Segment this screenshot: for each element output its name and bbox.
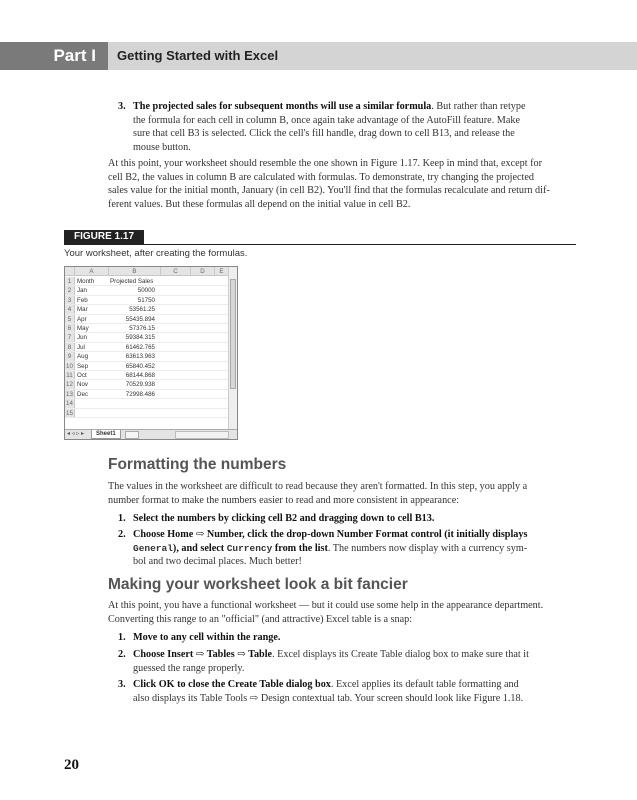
column-header-d[interactable]: D xyxy=(191,267,215,276)
cell-a[interactable]: Jan xyxy=(77,287,87,295)
cell-a[interactable]: Feb xyxy=(77,296,88,304)
row-header[interactable]: 2 xyxy=(65,286,75,294)
sheet-tab-bar xyxy=(65,429,237,439)
part-label: Part I xyxy=(0,42,108,70)
cell-a[interactable]: Aug xyxy=(77,353,89,361)
step-number: 2. xyxy=(118,529,126,540)
cell-a[interactable]: Month xyxy=(77,278,95,285)
table-step-1 xyxy=(118,631,573,645)
sheet-row xyxy=(65,296,229,305)
vertical-scrollbar[interactable] xyxy=(228,267,237,431)
cell-a[interactable]: Jun xyxy=(77,334,87,342)
step-line: mouse button. xyxy=(133,141,191,153)
step-line xyxy=(133,528,573,542)
cell-a[interactable]: May xyxy=(77,325,89,332)
cell-b[interactable]: 63613.963 xyxy=(125,353,155,361)
table-step-3 xyxy=(118,678,573,705)
figure-label: FIGURE 1.17 xyxy=(64,230,144,244)
row-header[interactable]: 13 xyxy=(65,390,75,398)
row-header[interactable]: 6 xyxy=(65,324,75,332)
scroll-thumb[interactable] xyxy=(230,279,236,389)
step-line: guessed the range properly. xyxy=(133,662,245,674)
step-text: . The numbers now display with a currency sym- xyxy=(327,542,528,554)
sheet-row xyxy=(65,324,229,333)
step-line xyxy=(133,100,573,114)
sheet-row xyxy=(65,305,229,314)
figure-label-bar xyxy=(64,230,576,245)
cell-b[interactable]: 57376.15 xyxy=(129,325,155,332)
row-header[interactable]: 10 xyxy=(65,362,75,370)
code-currency: Currency xyxy=(226,542,273,554)
cell-b[interactable]: 51750 xyxy=(137,296,155,304)
cell-b[interactable]: 55435.894 xyxy=(125,315,155,323)
cell-a[interactable]: Mar xyxy=(77,306,88,314)
row-header[interactable]: 4 xyxy=(65,305,75,313)
step-text: . Excel applies its default table formatting and xyxy=(330,679,519,690)
section-paragraph xyxy=(108,599,574,626)
cell-a[interactable]: Nov xyxy=(77,381,89,389)
cell-a[interactable]: Apr xyxy=(77,315,87,323)
horizontal-scrollbar[interactable] xyxy=(175,431,229,439)
cell-a[interactable]: Dec xyxy=(77,390,89,398)
sheet-row xyxy=(65,399,229,408)
format-step-2 xyxy=(118,528,573,569)
sheet-row xyxy=(65,362,229,371)
format-step-1 xyxy=(118,512,573,526)
sheet-row xyxy=(65,343,229,352)
sheet-tab[interactable]: Sheet1 xyxy=(91,430,121,439)
code-general: General xyxy=(133,542,173,554)
step-line: sure that cell B3 is selected. Click the cell's fill handle, drag down to cell B13, and release the xyxy=(133,128,515,140)
row-header[interactable]: 7 xyxy=(65,333,75,341)
row-header[interactable]: 1 xyxy=(65,277,75,285)
row-header[interactable]: 8 xyxy=(65,343,75,351)
row-header[interactable]: 3 xyxy=(65,296,75,304)
step-number: 3. xyxy=(118,679,126,690)
sheet-row xyxy=(65,277,229,286)
step-line: the formula for each cell in column B, once again take advantage of the AutoFill feature. Make xyxy=(133,114,520,126)
step-line xyxy=(133,648,573,662)
step-line xyxy=(133,678,573,692)
step-text: . Excel displays its Create Table dialog box to make sure that it xyxy=(272,649,529,660)
sheet-row xyxy=(65,333,229,342)
sheet-row xyxy=(65,409,229,418)
step-number: 1. xyxy=(118,632,126,643)
step-lead: Select the numbers by clicking cell B2 and dragging down to cell B13. xyxy=(133,513,435,524)
sheet-nav-arrows-icon[interactable]: ◂ ◃ ▹ ▸ xyxy=(67,431,85,437)
row-header[interactable]: 14 xyxy=(65,399,75,407)
step-lead: The projected sales for subsequent months will use a similar formula xyxy=(133,101,432,112)
row-header[interactable]: 11 xyxy=(65,371,75,379)
cell-a[interactable]: Oct xyxy=(77,372,87,379)
section-heading: Formatting the numbers xyxy=(108,456,287,473)
step-number: 3. xyxy=(118,101,126,112)
cell-b[interactable]: 50000 xyxy=(137,287,155,295)
paragraph-line: sales value for the initial month, January (in cell B2). You'll find that the formulas recalculate and return dif- xyxy=(108,185,550,197)
worksheet-screenshot xyxy=(64,266,238,440)
figure-caption: Your worksheet, after creating the formulas. xyxy=(64,248,248,259)
cell-b[interactable]: 53561.25 xyxy=(129,306,155,314)
running-header-title: Getting Started with Excel xyxy=(117,48,279,63)
step-line xyxy=(133,542,573,556)
cell-a[interactable]: Jul xyxy=(77,343,85,351)
cell-b[interactable]: 68144.868 xyxy=(125,372,155,379)
step-lead: Choose Insert ⇨ Tables ⇨ Table xyxy=(133,649,273,660)
row-header[interactable]: 9 xyxy=(65,352,75,360)
sheet-row xyxy=(65,371,229,380)
intro-paragraph xyxy=(108,157,574,211)
section-heading: Making your worksheet look a bit fancier xyxy=(108,576,408,593)
step-number: 1. xyxy=(118,513,126,524)
column-header-e[interactable]: E xyxy=(215,267,229,276)
step-number: 2. xyxy=(118,649,126,660)
paragraph-line: number format to make the numbers easier to read and more consistent in appearance: xyxy=(108,494,460,506)
page-number: 20 xyxy=(64,757,79,773)
paragraph-line: Converting this range to an "official" (and attractive) Excel table is a snap: xyxy=(108,613,413,625)
cell-b[interactable]: 72998.486 xyxy=(125,390,155,398)
column-header-a[interactable]: A xyxy=(75,267,109,276)
paragraph-line: ferent values. But these formulas all depend on the initial value in cell B2. xyxy=(108,198,411,210)
insert-sheet-icon[interactable] xyxy=(125,431,139,439)
column-header-c[interactable]: C xyxy=(161,267,191,276)
step-lead: Choose Home ⇨ Number, click the drop-down Number Format control (it initially displays xyxy=(133,529,528,540)
column-header-b[interactable]: B xyxy=(109,267,161,276)
select-all-corner[interactable] xyxy=(65,267,75,276)
sheet-row xyxy=(65,286,229,295)
top-step xyxy=(118,100,573,154)
step-line: bol and two decimal places. Much better! xyxy=(133,556,302,568)
cell-b[interactable]: Projected Sales xyxy=(110,278,154,285)
step-lead: from the list xyxy=(272,542,328,554)
section-paragraph xyxy=(108,480,574,507)
step-lead: Move to any cell within the range. xyxy=(133,632,281,643)
sheet-row xyxy=(65,380,229,389)
paragraph-line: The values in the worksheet are difficult to read because they aren't formatted. In this step, you apply a xyxy=(108,481,528,492)
row-header[interactable]: 15 xyxy=(65,409,75,417)
row-header[interactable]: 12 xyxy=(65,380,75,388)
cell-b[interactable]: 65840.452 xyxy=(125,362,155,370)
step-lead: ), and select xyxy=(172,542,227,554)
step-lead: Click OK to close the Create Table dialog box xyxy=(133,679,331,690)
cell-b[interactable]: 70529.938 xyxy=(125,381,155,389)
row-header[interactable]: 5 xyxy=(65,315,75,323)
cell-a[interactable]: Sep xyxy=(77,362,89,370)
sheet-row xyxy=(65,315,229,324)
table-step-2 xyxy=(118,648,573,675)
paragraph-line: At this point, your worksheet should resemble the one shown in Figure 1.17. Keep in mind that, except for xyxy=(108,158,543,169)
cell-b[interactable]: 61462.765 xyxy=(125,343,155,351)
step-text: . But rather than retype xyxy=(431,101,526,112)
sheet-row xyxy=(65,390,229,399)
paragraph-line: At this point, you have a functional worksheet — but it could use some help in the appearance department. xyxy=(108,600,544,611)
step-line: also displays its Table Tools ⇨ Design contextual tab. Your screen should look like Figure 1.18. xyxy=(133,692,524,704)
cell-b[interactable]: 59384.315 xyxy=(125,334,155,342)
sheet-row xyxy=(65,352,229,361)
paragraph-line: cell B2, the values in column B are calculated with formulas. To demonstrate, try changing the projected xyxy=(108,171,534,183)
